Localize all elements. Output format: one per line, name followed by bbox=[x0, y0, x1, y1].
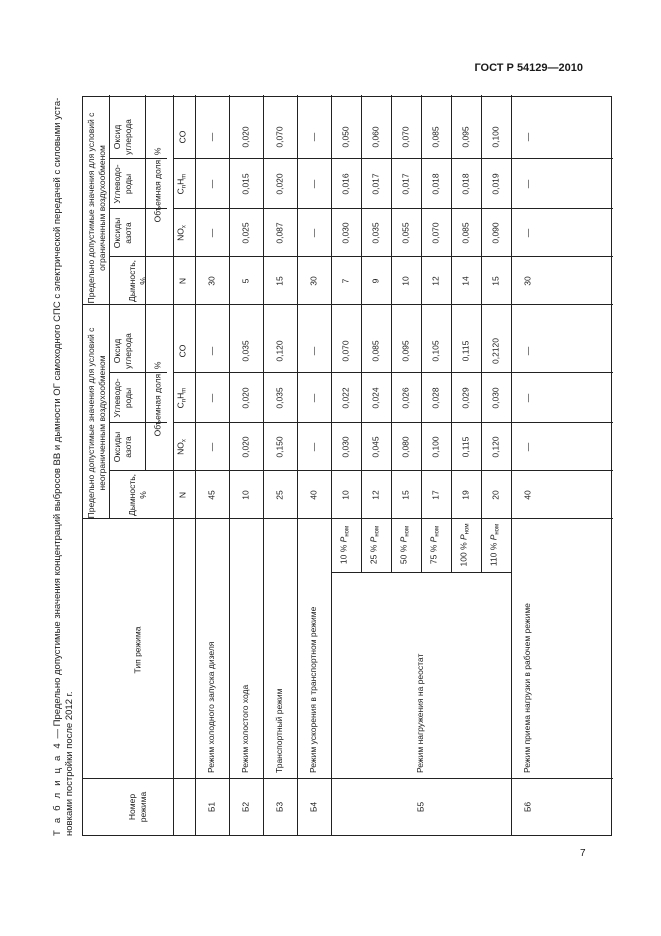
grid-line bbox=[297, 95, 298, 835]
header-group-unlimited: Предельно допустимые значения для условий с неограниченным воздухообменом bbox=[86, 327, 107, 519]
grid-line bbox=[173, 158, 613, 159]
table-cell: 0,030 bbox=[340, 222, 351, 244]
table-cell: 0,070 bbox=[430, 222, 441, 244]
table-cell: 14 bbox=[460, 276, 471, 286]
table-cell: — bbox=[206, 442, 217, 452]
table-cell: 0,115 bbox=[460, 340, 471, 362]
table-cell: 30 bbox=[522, 276, 533, 286]
grid-line bbox=[83, 778, 613, 779]
table-cell: 5 bbox=[240, 278, 251, 284]
grid-line bbox=[451, 95, 452, 573]
table-cell: 15 bbox=[274, 276, 285, 286]
table-cell: 0,017 bbox=[400, 173, 411, 195]
grid-line bbox=[331, 95, 332, 835]
table-cell: 0,100 bbox=[490, 126, 501, 148]
grid-line bbox=[173, 372, 613, 373]
symbol-hc-unlimited: $C_nH_m$ bbox=[175, 387, 188, 409]
table-cell: 10 bbox=[400, 276, 411, 286]
header-hc-limited: Углеводо-роды bbox=[112, 164, 133, 204]
table-cell: 0,029 bbox=[460, 387, 471, 409]
header-nox-unlimited: Оксиды азота bbox=[112, 431, 133, 463]
table-cell: 30 bbox=[206, 276, 217, 286]
grid-line bbox=[173, 422, 613, 423]
table-cell: 0,050 bbox=[340, 126, 351, 148]
grid-line bbox=[109, 158, 167, 159]
grid-line bbox=[229, 95, 230, 835]
load-percent-label: 110 % $P_{ном}$ bbox=[488, 523, 501, 567]
table-cell: — bbox=[206, 179, 217, 189]
table-cell: — bbox=[206, 132, 217, 142]
load-percent-label: 75 % $P_{ном}$ bbox=[428, 525, 441, 565]
table-cell: 0,022 bbox=[340, 387, 351, 409]
table-cell: 25 bbox=[274, 490, 285, 500]
table-cell: 0,085 bbox=[460, 222, 471, 244]
table-cell: 30 bbox=[308, 276, 319, 286]
table-cell: 0,115 bbox=[460, 436, 471, 458]
table-cell: 0,120 bbox=[490, 436, 501, 458]
header-co-limited: Оксид углерода bbox=[112, 119, 133, 155]
table-cell: 10 bbox=[340, 490, 351, 500]
mode-type: Режим холодного запуска дизеля bbox=[206, 641, 216, 773]
table-cell: — bbox=[308, 132, 319, 142]
grid-line bbox=[481, 95, 482, 573]
symbol-co-limited: CO bbox=[177, 130, 188, 144]
caption-label: Т а б л и ц а 4 bbox=[52, 741, 63, 836]
mode-number: Б3 bbox=[274, 801, 285, 813]
table-cell: — bbox=[308, 179, 319, 189]
table-cell: 0,020 bbox=[240, 387, 251, 409]
header-mode-type: Тип режима bbox=[132, 626, 143, 674]
table-cell: — bbox=[522, 346, 533, 356]
mode-type: Режим холостого хода bbox=[240, 684, 250, 773]
table-cell: 0,090 bbox=[490, 222, 501, 244]
grid-line bbox=[511, 95, 512, 835]
table-cell: 20 bbox=[490, 490, 501, 500]
table-cell: — bbox=[522, 179, 533, 189]
mode-number: Б1 bbox=[206, 801, 217, 813]
table-cell: 0,017 bbox=[370, 173, 381, 195]
table-cell: 10 bbox=[240, 490, 251, 500]
header-volume-limited: Объемная доля, % bbox=[152, 147, 163, 223]
symbol-co-unlimited: CO bbox=[177, 344, 188, 358]
table-cell: 0,019 bbox=[490, 173, 501, 195]
standard-number: ГОСТ Р 54129—2010 bbox=[474, 62, 583, 74]
table-cell: 40 bbox=[522, 490, 533, 500]
table-cell: — bbox=[522, 228, 533, 238]
load-percent-label: 10 % $P_{ном}$ bbox=[338, 525, 351, 565]
table-cell: 15 bbox=[490, 276, 501, 286]
table-cell: 0,095 bbox=[400, 340, 411, 362]
table-cell: 0,105 bbox=[430, 340, 441, 362]
table-cell: 0,018 bbox=[460, 173, 471, 195]
symbol-n-unlimited: N bbox=[177, 491, 188, 499]
table-cell: 0,070 bbox=[274, 126, 285, 148]
table-caption bbox=[52, 96, 75, 836]
mode-number: Б4 bbox=[308, 801, 319, 813]
grid-line bbox=[331, 572, 511, 573]
header-smoke-unlimited: Дымность, % bbox=[127, 473, 148, 517]
caption-text: — Предельно допустимые значения концентраций выбросов ВВ и дымности ОГ самоходного СПС с электрической передачей с силовыми уста- bbox=[52, 97, 63, 742]
grid-line bbox=[145, 95, 146, 471]
table-cell: 0,030 bbox=[490, 387, 501, 409]
grid-line bbox=[83, 304, 613, 305]
page-number: 7 bbox=[580, 848, 586, 859]
grid-line bbox=[173, 208, 613, 209]
table-cell: — bbox=[308, 393, 319, 403]
rotated-table-page bbox=[52, 96, 612, 836]
load-percent-label: 50 % $P_{ном}$ bbox=[398, 525, 411, 565]
table-cell: — bbox=[308, 346, 319, 356]
mode-number: Б6 bbox=[522, 801, 533, 813]
table-cell: 12 bbox=[370, 490, 381, 500]
grid-line bbox=[391, 95, 392, 573]
table-cell: 0,070 bbox=[340, 340, 351, 362]
table-cell: — bbox=[206, 393, 217, 403]
header-nox-limited: Оксиды азота bbox=[112, 217, 133, 249]
grid-line bbox=[109, 372, 167, 373]
table-cell: 9 bbox=[370, 278, 381, 284]
header-smoke-limited: Дымность, % bbox=[127, 259, 148, 303]
table-cell: — bbox=[522, 442, 533, 452]
table-cell: 0,020 bbox=[240, 126, 251, 148]
table-cell: 0,026 bbox=[400, 387, 411, 409]
table-cell: 17 bbox=[430, 490, 441, 500]
grid-line bbox=[263, 95, 264, 835]
grid-line bbox=[109, 208, 167, 209]
table-cell: 0,028 bbox=[430, 387, 441, 409]
emissions-table bbox=[82, 96, 612, 836]
header-co-unlimited: Оксид углерода bbox=[112, 333, 133, 369]
symbol-nox-limited: $NO_x$ bbox=[175, 225, 188, 241]
load-percent-label: 100 % $P_{ном}$ bbox=[458, 523, 471, 567]
table-cell: 0,020 bbox=[240, 436, 251, 458]
table-cell: 0,150 bbox=[274, 436, 285, 458]
table-cell: 0,060 bbox=[370, 126, 381, 148]
table-cell: — bbox=[206, 346, 217, 356]
table-cell: 0,100 bbox=[430, 436, 441, 458]
table-cell: 0,095 bbox=[460, 126, 471, 148]
table-cell: 12 bbox=[430, 276, 441, 286]
symbol-n-limited: N bbox=[177, 277, 188, 285]
table-cell: 0,030 bbox=[340, 436, 351, 458]
mode-type: Транспортный режим bbox=[274, 688, 284, 773]
table-cell: 0,070 bbox=[400, 126, 411, 148]
table-cell: 0,024 bbox=[370, 387, 381, 409]
table-cell: 0,035 bbox=[274, 387, 285, 409]
table-cell: 0,085 bbox=[370, 340, 381, 362]
grid-line bbox=[83, 518, 613, 519]
table-cell: 0,045 bbox=[370, 436, 381, 458]
grid-line bbox=[109, 95, 110, 519]
grid-line bbox=[361, 95, 362, 573]
header-group-limited: Предельно допустимые значения для условий с ограниченным воздухообменом bbox=[86, 112, 107, 304]
caption-text-continued: новками постройки после 2012 г. bbox=[63, 691, 75, 836]
grid-line bbox=[173, 95, 174, 835]
table-cell: — bbox=[308, 442, 319, 452]
table-cell: 0,120 bbox=[274, 340, 285, 362]
table-cell: — bbox=[206, 228, 217, 238]
table-cell: 0,025 bbox=[240, 222, 251, 244]
table-cell: 0,035 bbox=[370, 222, 381, 244]
grid-line bbox=[195, 95, 196, 835]
mode-type: Режим нагружения на реостат bbox=[415, 653, 425, 773]
mode-type: Режим ускорения в транспортном режиме bbox=[308, 606, 318, 773]
table-cell: 0,015 bbox=[240, 173, 251, 195]
table-cell: 0,018 bbox=[430, 173, 441, 195]
table-cell: — bbox=[308, 228, 319, 238]
table-cell: 0,087 bbox=[274, 222, 285, 244]
table-cell: 40 bbox=[308, 490, 319, 500]
table-cell: 0,080 bbox=[400, 436, 411, 458]
symbol-nox-unlimited: $NO_x$ bbox=[175, 439, 188, 455]
symbol-hc-limited: $C_nH_m$ bbox=[175, 173, 188, 195]
mode-type: Режим приема нагрузки в рабочем режиме bbox=[522, 603, 532, 773]
table-cell: — bbox=[522, 393, 533, 403]
mode-number: Б5 bbox=[415, 801, 426, 813]
table-cell: 0,055 bbox=[400, 222, 411, 244]
grid-line bbox=[109, 422, 167, 423]
grid-line bbox=[421, 95, 422, 573]
table-cell: 0,085 bbox=[430, 126, 441, 148]
mode-number: Б2 bbox=[240, 801, 251, 813]
header-volume-unlimited: Объемная доля, % bbox=[152, 361, 163, 437]
table-cell: 15 bbox=[400, 490, 411, 500]
load-percent-label: 25 % $P_{ном}$ bbox=[368, 525, 381, 565]
table-cell: 0,2120 bbox=[490, 338, 501, 364]
table-cell: 0,035 bbox=[240, 340, 251, 362]
header-mode-number: Номер режима bbox=[127, 791, 148, 823]
table-cell: 0,020 bbox=[274, 173, 285, 195]
table-cell: — bbox=[522, 132, 533, 142]
table-cell: 19 bbox=[460, 490, 471, 500]
table-cell: 7 bbox=[340, 278, 351, 284]
table-cell: 45 bbox=[206, 490, 217, 500]
header-hc-unlimited: Углеводо-роды bbox=[112, 378, 133, 418]
table-cell: 0,016 bbox=[340, 173, 351, 195]
